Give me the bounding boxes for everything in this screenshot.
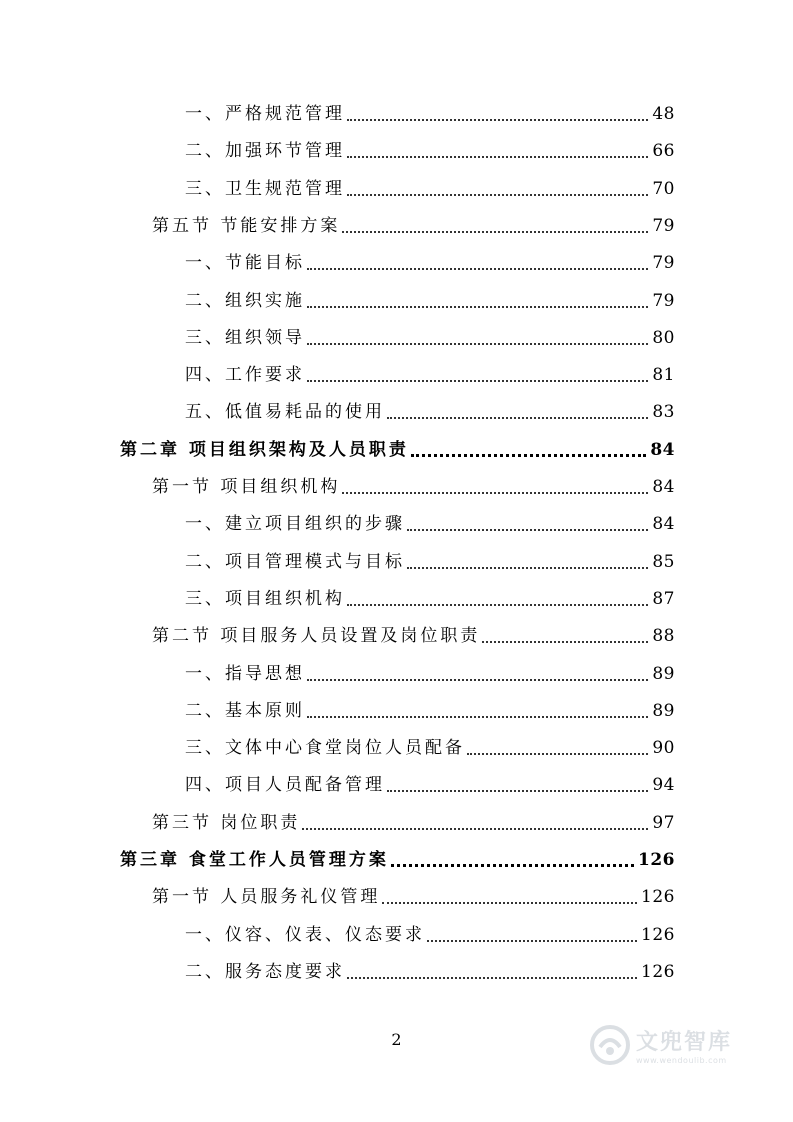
toc-entry-page: 88	[652, 626, 675, 646]
toc-entry-label: 三、卫生规范管理	[185, 179, 345, 199]
toc-entry-page: 79	[652, 291, 675, 311]
toc-entry-label: 一、节能目标	[185, 253, 305, 273]
toc-entry-page: 79	[652, 253, 675, 273]
toc-entry-label: 二、加强环节管理	[185, 141, 345, 161]
toc-dot-leader	[347, 156, 648, 158]
toc-entry-label: 四、工作要求	[185, 365, 305, 385]
toc-dot-leader	[307, 716, 648, 718]
toc-dot-leader	[302, 828, 648, 830]
toc-entry-page: 94	[652, 775, 675, 795]
toc-dot-leader	[347, 604, 648, 606]
toc-dot-leader	[387, 790, 648, 792]
toc-entry[interactable]	[185, 660, 675, 688]
toc-dot-leader	[347, 977, 637, 979]
toc-dot-leader	[347, 119, 648, 121]
toc-dot-leader	[307, 679, 648, 681]
toc-entry[interactable]	[185, 697, 675, 725]
toc-entry-page: 70	[652, 179, 675, 199]
toc-entry-page: 85	[652, 552, 675, 572]
toc-dot-leader	[307, 268, 648, 270]
toc-dot-leader	[342, 231, 648, 233]
toc-entry[interactable]	[185, 398, 675, 426]
toc-entry-label: 二、组织实施	[185, 291, 305, 311]
toc-entry[interactable]	[185, 921, 675, 949]
toc-entry-label: 第三节 岗位职责	[152, 813, 301, 833]
toc-entry[interactable]	[185, 510, 675, 538]
toc-entry-page: 97	[652, 813, 675, 833]
toc-entry-label: 第一节 人员服务礼仪管理	[152, 887, 381, 907]
toc-dot-leader	[347, 194, 648, 196]
toc-dot-leader	[382, 902, 637, 904]
watermark-name: 文兜智库	[636, 1030, 733, 1055]
toc-entry-label: 第二章 项目组织架构及人员职责	[120, 440, 409, 460]
toc-dot-leader	[467, 753, 648, 755]
toc-dot-leader	[407, 529, 648, 531]
toc-entry-label: 三、项目组织机构	[185, 589, 345, 609]
toc-entry-label: 二、基本原则	[185, 701, 305, 721]
toc-entry-label: 五、低值易耗品的使用	[185, 402, 385, 422]
toc-entry[interactable]	[185, 958, 675, 986]
toc-entry-page: 48	[652, 104, 675, 124]
toc-dot-leader	[342, 492, 648, 494]
toc-entry-label: 二、服务态度要求	[185, 962, 345, 982]
toc-entry-page: 79	[652, 216, 675, 236]
watermark-url: www.wendoulib.com	[636, 1056, 727, 1065]
toc-dot-leader	[427, 940, 637, 942]
toc-dot-leader	[482, 641, 648, 643]
toc-entry-label: 第三章 食堂工作人员管理方案	[120, 850, 389, 870]
toc-entry[interactable]	[185, 548, 675, 576]
toc-entry-page: 90	[652, 738, 675, 758]
toc-dot-leader	[307, 380, 648, 382]
toc-entry-page: 87	[652, 589, 675, 609]
toc-entry[interactable]	[185, 287, 675, 315]
toc-entry[interactable]	[185, 324, 675, 352]
toc-entry-label: 第二节 项目服务人员设置及岗位职责	[152, 626, 481, 646]
toc-entry-label: 四、项目人员配备管理	[185, 775, 385, 795]
toc-dot-leader	[411, 454, 646, 457]
toc-dot-leader	[387, 417, 648, 419]
toc-entry-page: 126	[641, 962, 675, 982]
toc-entry-label: 二、项目管理模式与目标	[185, 552, 405, 572]
toc-entry-page: 83	[652, 402, 675, 422]
toc-entry-label: 一、仪容、仪表、仪态要求	[185, 925, 425, 945]
toc-entry-label: 一、指导思想	[185, 664, 305, 684]
toc-entry-label: 三、组织领导	[185, 328, 305, 348]
toc-entry[interactable]	[185, 734, 675, 762]
toc-entry-label: 一、严格规范管理	[185, 104, 345, 124]
toc-entry-page: 84	[652, 514, 675, 534]
toc-entry[interactable]	[185, 585, 675, 613]
toc-entry[interactable]	[185, 249, 675, 277]
toc-entry-page: 126	[641, 887, 675, 907]
toc-entry-page: 89	[652, 701, 675, 721]
toc-entry-label: 一、建立项目组织的步骤	[185, 514, 405, 534]
toc-entry-page: 81	[652, 365, 675, 385]
toc-entry[interactable]	[185, 137, 675, 165]
toc-entry-page: 126	[638, 850, 675, 870]
toc-dot-leader	[307, 306, 648, 308]
toc-entry[interactable]	[152, 883, 675, 911]
toc-entry[interactable]	[185, 175, 675, 203]
toc-dot-leader	[391, 864, 634, 867]
page-number: 2	[391, 1030, 402, 1049]
toc-entry[interactable]	[120, 846, 675, 874]
toc-entry[interactable]	[152, 809, 675, 837]
toc-entry[interactable]	[152, 212, 675, 240]
toc-dot-leader	[407, 567, 648, 569]
toc-entry-page: 84	[652, 477, 675, 497]
toc-entry-page: 89	[652, 664, 675, 684]
toc-entry-page: 80	[652, 328, 675, 348]
toc-entry[interactable]	[185, 771, 675, 799]
toc-entry-page: 66	[652, 141, 675, 161]
toc-entry[interactable]	[152, 473, 675, 501]
toc-entry[interactable]	[185, 100, 675, 128]
toc-entry[interactable]	[120, 436, 675, 464]
toc-entry-label: 第五节 节能安排方案	[152, 216, 341, 236]
toc-entry[interactable]	[185, 361, 675, 389]
toc-entry-label: 第一节 项目组织机构	[152, 477, 341, 497]
toc-entry-page: 84	[650, 440, 675, 460]
toc-entry-label: 三、文体中心食堂岗位人员配备	[185, 738, 465, 758]
toc-dot-leader	[307, 343, 648, 345]
toc-entry-page: 126	[641, 925, 675, 945]
toc-entry[interactable]	[152, 622, 675, 650]
wendou-logo-icon	[588, 1023, 632, 1067]
watermark	[588, 1020, 758, 1070]
